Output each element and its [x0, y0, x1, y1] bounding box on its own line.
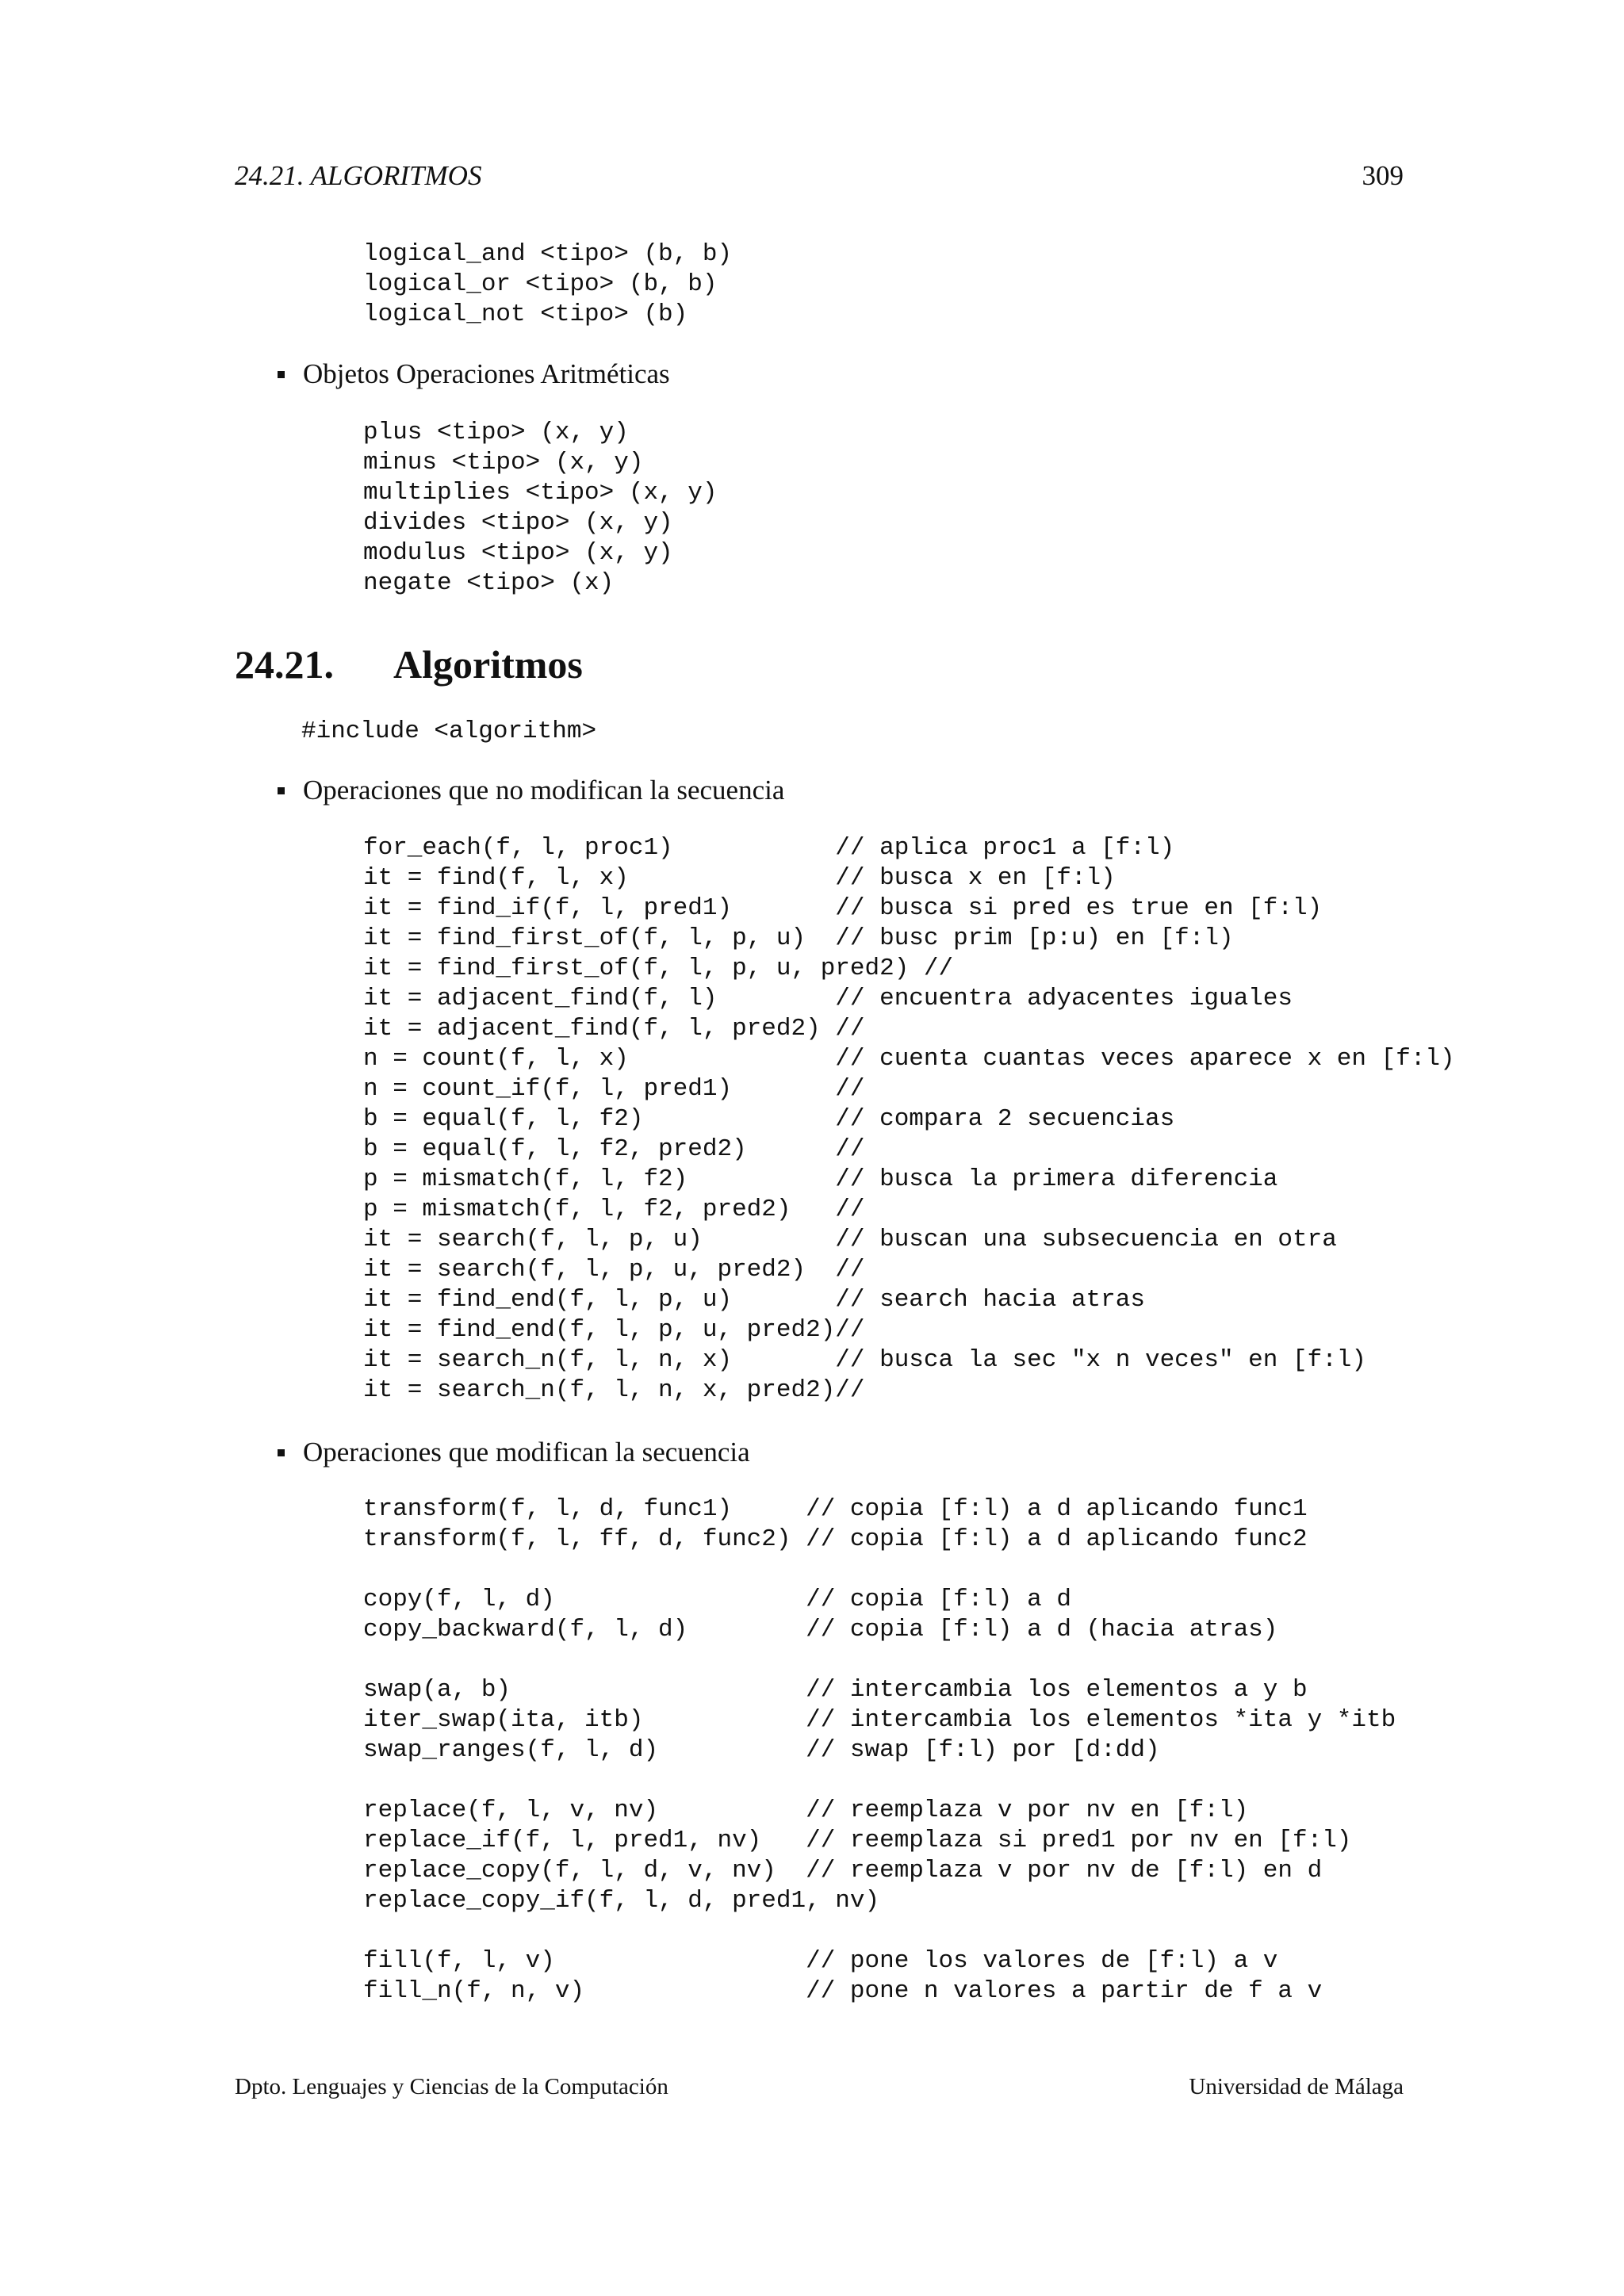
code-block-arith: plus <tipo> (x, y) minus <tipo> (x, y) multiplies <tipo> (x, y) divides <tipo> (x, y) modulus <tipo> (x, y) negate <tipo> (x): [363, 419, 718, 597]
code-block-logical: logical_and <tipo> (b, b) logical_or <tipo> (b, b) logical_not <tipo> (b): [363, 240, 733, 328]
code-block-mod: transform(f, l, d, func1) // copia [f:l) a d aplicando func1 transform(f, l, ff, d, func2) // copia [f:l) a d aplicando func2 copy(f, l, d) // copia [f:l) a d copy_backward(f, l, d) // copia [f:l) a d (hacia atras) swap(a, b) // intercambia los elementos a y b iter_swap(ita, itb) // intercambia los elementos *ita y *itb swap_ranges(f, l, d) // swap [f:l) por [d:dd) replace(f, l, v, nv) // reemplaza v por nv en [f:l) replace_if(f, l, pred1, nv) // reemplaza si pred1 por nv en [f:l) replace_copy(f, l, d, v, nv) // reemplaza v por nv de [f:l) en d replace_copy_if(f, l, d, pred1, nv) fill(f, l, v) // pone los valores de [f:l) a v fill_n(f, n, v) // pone n valores a partir de f a v: [363, 1495, 1396, 2005]
include-line: #include <algorithm>: [301, 718, 597, 745]
header-section: 24.21. ALGORITMOS: [235, 160, 482, 191]
section-title: Algoritmos: [393, 642, 583, 687]
bullet-mod-label: Operaciones que modifican la secuencia: [303, 1437, 750, 1468]
section-number: 24.21.: [235, 642, 334, 687]
code-block-nonmod: for_each(f, l, proc1) // aplica proc1 a [f:l) it = find(f, l, x) // busca x en [f:l) it = find_if(f, l, pred1) // busca si pred es true en [f:l) it = find_first_of(f, l, p, u) // busc prim [p:u) en [f:l) it = find_first_of(f, l, p, u, pred2) // it = adjacent_find(f, l) // encuentra adyacentes iguales it = adjacent_find(f, l, pred2) // n = count(f, l, x) // cuenta cuantas veces aparece x en [f:l) n = count_if(f, l, pred1) // b = equal(f, l, f2) // compara 2 secuencias b = equal(f, l, f2, pred2) // p = mismatch(f, l, f2) // busca la primera diferencia p = mismatch(f, l, f2, pred2) // it = search(f, l, p, u) // buscan una subsecuencia en otra it = search(f, l, p, u, pred2) // it = find_end(f, l, p, u) // search hacia atras it = find_end(f, l, p, u, pred2)// it = search_n(f, l, n, x) // busca la sec "x n veces" en [f:l) it = search_n(f, l, n, x, pred2)//: [363, 834, 1455, 1404]
bullet-mark: [278, 787, 285, 794]
bullet-mark: [278, 371, 285, 378]
page-number: 309: [1362, 160, 1404, 191]
bullet-mark: [278, 1449, 285, 1456]
bullet-arith-label: Objetos Operaciones Aritméticas: [303, 358, 670, 389]
footer-department: Dpto. Lenguajes y Ciencias de la Computación: [235, 2074, 668, 2099]
footer-university: Universidad de Málaga: [1189, 2074, 1404, 2099]
bullet-nonmod-label: Operaciones que no modifican la secuencia: [303, 775, 785, 806]
